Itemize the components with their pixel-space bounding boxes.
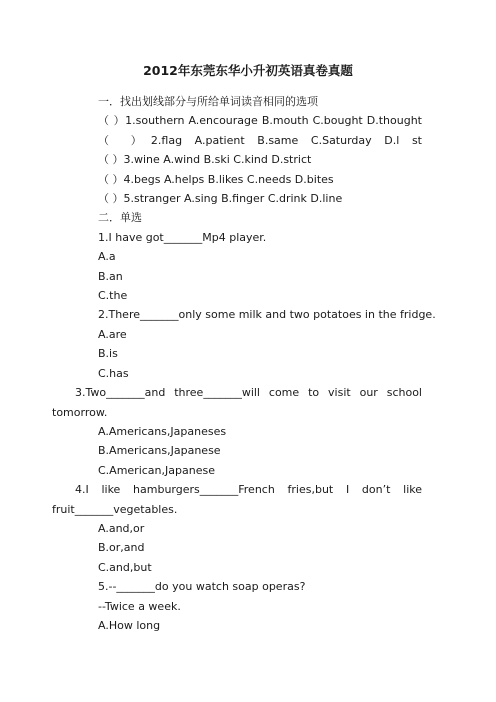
- question-paragraph: [52, 111, 422, 150]
- option-line: A.Americans,Japaneses: [98, 424, 227, 438]
- option-line: A.and,or: [98, 521, 145, 535]
- option-line: A.How long: [98, 618, 161, 632]
- option-line: B.an: [98, 269, 123, 283]
- option-line: B.Americans,Japanese: [98, 444, 221, 458]
- question-line: （ ）5.stranger A.sing B.finger C.drink D.line: [98, 192, 343, 206]
- option-line: C.American,Japanese: [98, 463, 215, 477]
- document-body: [52, 92, 436, 635]
- option-line: A.a: [98, 250, 116, 264]
- question-paragraph: 4.I like hamburgers_______French fries,but I don’t like fruit_______vegetables.: [52, 483, 422, 516]
- section-heading-phonetics: 一．找出划线部分与所给单词读音相同的选项: [98, 95, 318, 108]
- option-line: C.and,but: [98, 560, 152, 574]
- dialogue-line: --Twice a week.: [98, 599, 181, 613]
- option-line: C.has: [98, 366, 129, 380]
- question-paragraph: 3.Two_______and three_______will come to visit our school tomorrow.: [52, 386, 422, 419]
- question-line: 1.I have got_______Mp4 player.: [98, 230, 267, 244]
- question-line: 2.There_______only some milk and two potatoes in the fridge.: [98, 308, 436, 322]
- option-line: C.the: [98, 289, 128, 303]
- document-title: 2012年东莞东华小升初英语真卷真题: [143, 63, 353, 78]
- option-line: B.is: [98, 347, 118, 361]
- section-heading-single-choice: 二．单选: [98, 211, 142, 225]
- option-line: A.are: [98, 327, 127, 341]
- question-text: （ ）1.southern A.encourage B.mouth C.bought D.thought （ ）2.flag A.patient B.same C.Saturday D.l st: [98, 114, 422, 147]
- question-line: 5.--_______do you watch soap operas?: [98, 580, 306, 594]
- question-line: （ ）3.wine A.wind B.ski C.kind D.strict: [98, 153, 312, 167]
- option-line: B.or,and: [98, 541, 145, 555]
- question-line: （ ）4.begs A.helps B.likes C.needs D.bites: [98, 172, 334, 186]
